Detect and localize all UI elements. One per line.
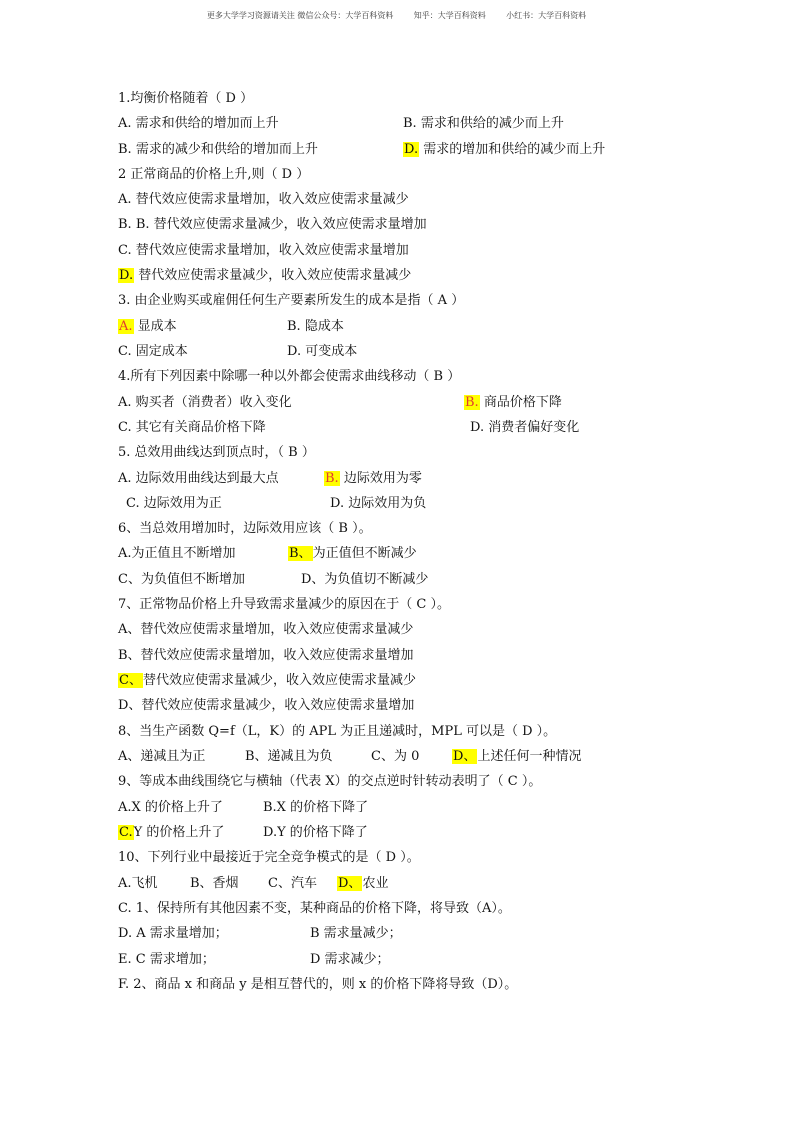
question-2-stem: 2 正常商品的价格上升,则（ D ） bbox=[118, 167, 310, 182]
question-10-options-row bbox=[118, 873, 518, 895]
question-4-options-row-1 bbox=[118, 392, 638, 414]
question-9-stem: 9、等成本曲线围绕它与横轴（代表 X）的交点逆时针转动表明了（ C ）。 bbox=[118, 774, 542, 789]
q8-option-d bbox=[452, 746, 581, 768]
question-8-options-row bbox=[118, 746, 638, 768]
q6-option-c: C、为负值但不断增加 bbox=[118, 572, 245, 587]
question-1-stem: 1.均衡价格随着（ D ） bbox=[118, 91, 254, 106]
q4-option-b bbox=[464, 392, 562, 414]
q7-option-c bbox=[118, 670, 416, 692]
q10-option-a: A.飞机 bbox=[118, 876, 158, 891]
q1-option-c: B. 需求的减少和供给的增加而上升 bbox=[118, 142, 318, 157]
extra-q1-option-d: D 需求减少； bbox=[310, 952, 390, 967]
question-1-options-row-2 bbox=[118, 139, 678, 161]
extra-question-2-stem: F. 2、商品 x 和商品 y 是相互替代的，则 x 的价格下降将导致（D）。 bbox=[118, 977, 518, 992]
q2-option-d bbox=[118, 265, 411, 287]
question-10-stem: 10、下列行业中最接近于完全竞争模式的是（ D ）。 bbox=[118, 850, 420, 865]
q5-option-a: A. 边际效用曲线达到最大点 bbox=[118, 471, 279, 486]
q8-option-b: B、递减且为负 bbox=[245, 749, 333, 764]
q2-answer-highlight: D. bbox=[119, 268, 134, 283]
q4-option-d: D. 消费者偏好变化 bbox=[470, 420, 580, 435]
extra-q1-option-c: E. C 需求增加； bbox=[118, 952, 215, 967]
q6-answer-highlight: B、 bbox=[289, 546, 312, 561]
q7-option-d: D、替代效应使需求量减少，收入效应使需求量增加 bbox=[118, 698, 415, 713]
extra-question-1-options-row-2 bbox=[118, 949, 518, 971]
question-1-options-row-1 bbox=[118, 113, 678, 135]
question-6-options-row-1 bbox=[118, 543, 518, 565]
q3-option-b: B. 隐成本 bbox=[287, 319, 344, 334]
q5-option-b-text: 边际效用为零 bbox=[339, 471, 422, 486]
q9-answer-highlight: C. bbox=[119, 825, 133, 840]
page-header: 更多大学学习资源请关注 微信公众号：大学百科资料 知乎：大学百科资料 小红书：大学百科资料 bbox=[206, 11, 587, 20]
q6-option-b bbox=[288, 543, 417, 565]
q5-option-d: D. 边际效用为负 bbox=[330, 496, 427, 511]
question-9-options-row-2 bbox=[118, 822, 518, 844]
q8-option-c: C、为 0 bbox=[371, 749, 420, 764]
q2-option-c: C. 替代效应使需求量增加，收入效应使需求量增加 bbox=[118, 243, 409, 258]
q4-option-c: C. 其它有关商品价格下降 bbox=[118, 420, 266, 435]
q7-option-a: A、替代效应使需求量增加，收入效应使需求量减少 bbox=[118, 622, 414, 637]
question-5-stem: 5. 总效用曲线达到顶点时，（ B ） bbox=[118, 445, 315, 460]
q9-option-c bbox=[118, 822, 224, 844]
q9-option-d: D.Y 的价格下降了 bbox=[263, 825, 368, 840]
q7-answer-highlight: C、 bbox=[119, 673, 142, 688]
q5-option-b bbox=[324, 468, 422, 490]
q2-option-d-text: 替代效应使需求量减少，收入效应使需求量减少 bbox=[134, 268, 412, 283]
q8-option-d-text: 上述任何一种情况 bbox=[477, 749, 582, 764]
question-4-stem: 4.所有下列因素中除哪一种以外都会使需求曲线移动（ B ） bbox=[118, 369, 461, 384]
q3-option-a-text: 显成本 bbox=[133, 319, 177, 334]
question-5-options-row-1 bbox=[118, 468, 518, 490]
question-6-options-row-2 bbox=[118, 569, 518, 591]
q2-option-a: A. 替代效应使需求量增加，收入效应使需求量减少 bbox=[118, 192, 409, 207]
q1-option-b: B. 需求和供给的减少而上升 bbox=[403, 116, 564, 131]
q10-answer-highlight: D、 bbox=[338, 876, 362, 891]
question-5-options-row-2 bbox=[126, 493, 526, 515]
extra-question-1-stem: C. 1、保持所有其他因素不变，某种商品的价格下降，将导致（A）。 bbox=[118, 901, 511, 916]
q2-option-b: B. B. 替代效应使需求量减少，收入效应使需求量增加 bbox=[118, 217, 427, 232]
extra-q1-option-b: B 需求量减少； bbox=[310, 926, 402, 941]
q1-answer-highlight: D. bbox=[404, 142, 419, 157]
q9-option-b: B.X 的价格下降了 bbox=[263, 800, 369, 815]
q9-option-a: A.X 的价格上升了 bbox=[118, 800, 223, 815]
q8-option-a: A、递减且为正 bbox=[118, 749, 206, 764]
q3-option-c: C. 固定成本 bbox=[118, 344, 188, 359]
q1-option-d-text: 需求的增加和供给的减少而上升 bbox=[419, 142, 606, 157]
q3-option-d: D. 可变成本 bbox=[287, 344, 358, 359]
q10-option-c: C、汽车 bbox=[268, 876, 317, 891]
q1-option-d bbox=[403, 139, 605, 161]
q10-option-d bbox=[337, 873, 388, 895]
q3-option-a bbox=[118, 316, 177, 338]
q4-option-b-text: 商品价格下降 bbox=[479, 395, 562, 410]
q10-option-b: B、香烟 bbox=[190, 876, 239, 891]
q5-answer-highlight: B. bbox=[325, 471, 339, 486]
q9-option-c-text: Y 的价格上升了 bbox=[133, 825, 225, 840]
question-6-stem: 6、当总效用增加时，边际效用应该（ B ）。 bbox=[118, 521, 372, 536]
question-4-options-row-2 bbox=[118, 417, 638, 439]
question-3-options-row-1 bbox=[118, 316, 418, 338]
q10-option-d-text: 农业 bbox=[362, 876, 389, 891]
q6-option-a: A.为正值且不断增加 bbox=[118, 546, 236, 561]
q6-option-d: D、为负值切不断减少 bbox=[301, 572, 429, 587]
question-9-options-row-1 bbox=[118, 797, 518, 819]
q7-option-c-text: 替代效应使需求量减少，收入效应使需求量减少 bbox=[142, 673, 416, 688]
question-7-stem: 7、正常物品价格上升导致需求量减少的原因在于（ C ）。 bbox=[118, 597, 450, 612]
q6-option-b-text: 为正值但不断减少 bbox=[312, 546, 417, 561]
question-8-stem: 8、当生产函数 Q=f（L，K）的 APL 为正且递减时，MPL 可以是（ D ）。 bbox=[118, 724, 557, 739]
q3-answer-highlight: A. bbox=[119, 319, 133, 334]
q4-option-a: A. 购买者（消费者）收入变化 bbox=[118, 395, 292, 410]
q1-option-a: A. 需求和供给的增加而上升 bbox=[118, 116, 279, 131]
q5-option-c: C. 边际效用为正 bbox=[126, 496, 222, 511]
question-3-options-row-2 bbox=[118, 341, 418, 363]
extra-q1-option-a: D. A 需求量增加； bbox=[118, 926, 228, 941]
q4-answer-highlight: B. bbox=[465, 395, 479, 410]
q7-option-b: B、替代效应使需求量增加，收入效应使需求量增加 bbox=[118, 648, 414, 663]
extra-question-1-options-row-1 bbox=[118, 923, 518, 945]
question-3-stem: 3. 由企业购买或雇佣任何生产要素所发生的成本是指（ A ） bbox=[118, 293, 465, 308]
q8-answer-highlight: D、 bbox=[453, 749, 477, 764]
